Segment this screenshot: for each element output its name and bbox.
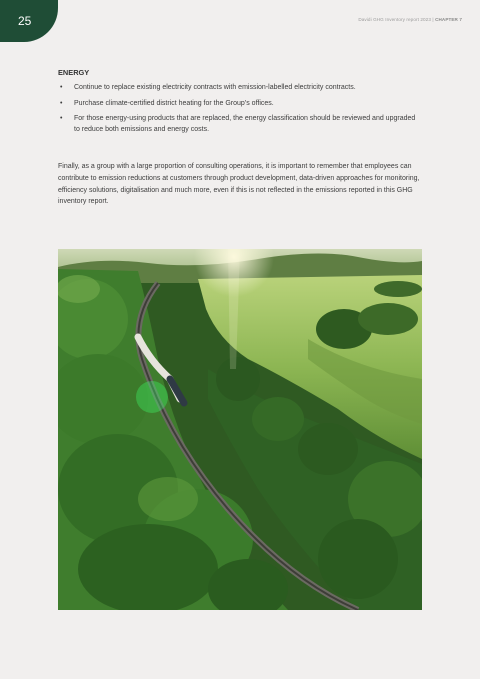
header-separator: | <box>432 17 434 22</box>
bullet-text: Purchase climate-certified district heating for the Group’s offices. <box>74 99 274 107</box>
bullet-icon: • <box>60 115 63 123</box>
page-number: 25 <box>18 14 32 28</box>
bullet-item <box>58 114 420 135</box>
landscape-photo <box>58 249 422 610</box>
chapter-label: CHAPTER 7 <box>435 17 462 22</box>
bullet-icon: • <box>60 84 63 91</box>
bullet-list <box>58 83 420 140</box>
report-title: Davidi GHG Inventory report 2023 <box>358 17 431 22</box>
bullet-text: For those energy-using products that are replaced, the energy classification should be reviewed and upgraded to reduce both emissions and energy costs. <box>74 115 416 133</box>
section-heading: ENERGY <box>58 68 90 77</box>
bullet-text: Continue to replace existing electricity contracts with emission-labelled electricity contracts. <box>74 84 356 91</box>
running-header <box>358 17 462 22</box>
bullet-icon: • <box>60 99 63 107</box>
bullet-item <box>58 99 420 109</box>
body-paragraph: Finally, as a group with a large proportion of consulting operations, it is important to remember that employees can contribute to emission reductions at customers through product development, data-driven approaches for monitoring, efficiency solutions, digitalisation and much more, even if this is not reflected in the emissions reported in this GHG inventory report. <box>58 163 420 206</box>
bullet-item <box>58 83 420 93</box>
